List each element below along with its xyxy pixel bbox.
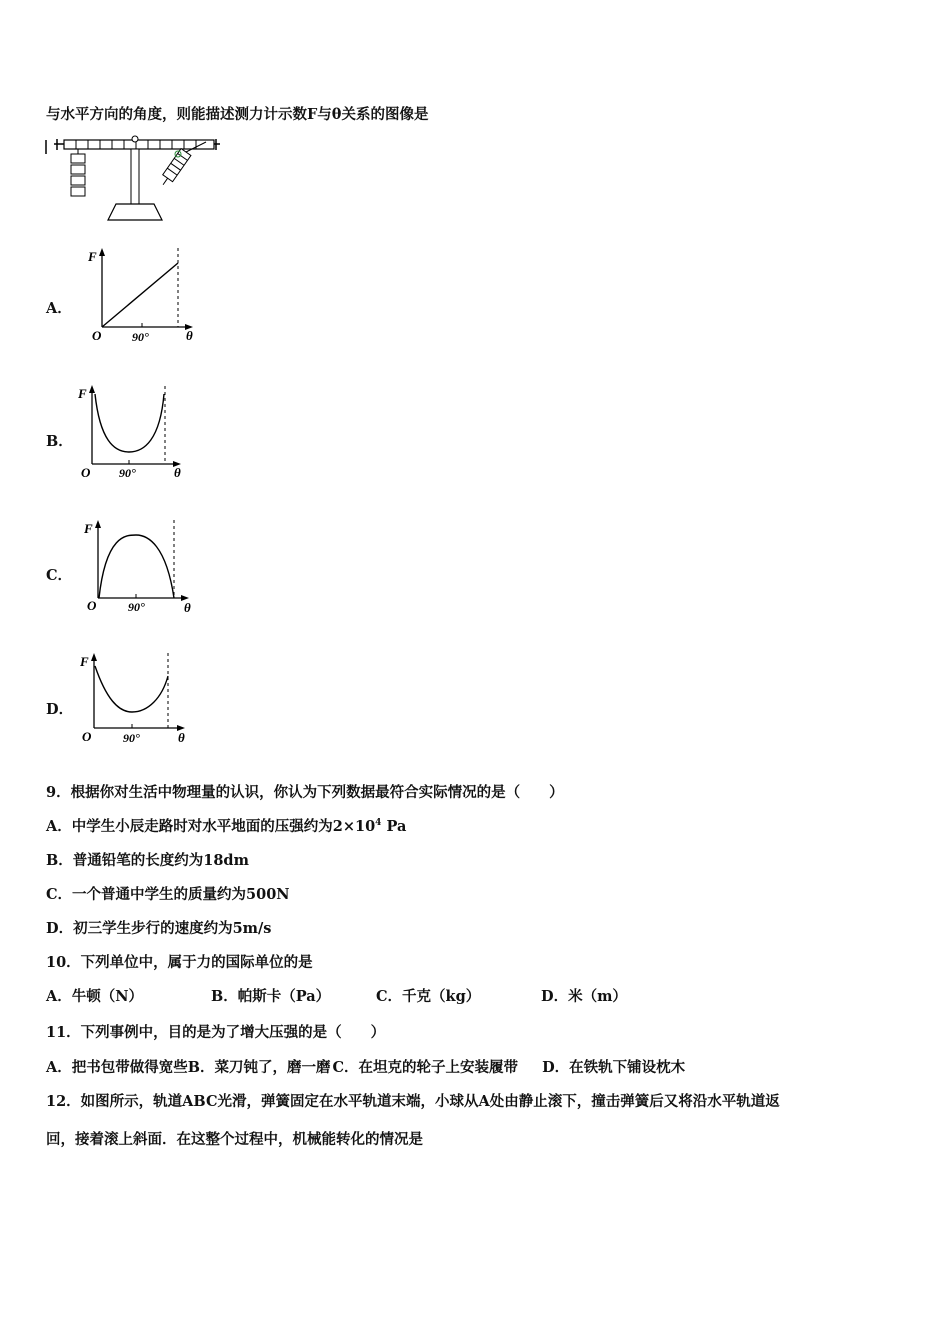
graph-c-tick: 90°: [128, 600, 145, 614]
graph-a-x-label: θ: [186, 328, 193, 343]
q10-stem: 10．下列单位中，属于力的国际单位的是: [46, 954, 313, 971]
graph-a-linear: [80, 243, 210, 343]
option-b-label: B．: [46, 433, 73, 450]
q11-stem: 11．下列事例中，目的是为了增大压强的是（ ）: [46, 1024, 386, 1041]
q12-line2: 回，接着滚上斜面．在这整个过程中，机械能转化的情况是: [46, 1131, 423, 1148]
graph-d-x-label: θ: [178, 730, 185, 745]
q9-option-c: C．一个普通中学生的质量约为500N: [46, 886, 290, 903]
graph-b-u-steep: [72, 380, 202, 480]
q11-option-a: A．把书包带做得宽些: [46, 1059, 188, 1076]
lever-apparatus-figure: [44, 132, 224, 227]
option-c-label: C．: [46, 567, 73, 584]
q9-stem: 9．根据你对生活中物理量的认识，你认为下列数据最符合实际情况的是（ ）: [46, 784, 564, 801]
q11-option-b: B．菜刀钝了，磨一磨: [187, 1059, 331, 1076]
option-d-label: D．: [46, 701, 74, 718]
q10-options: [46, 985, 627, 1006]
graph-d-origin: O: [82, 729, 92, 744]
q11-option-c: C．在坦克的轮子上安装履带: [332, 1059, 519, 1076]
graph-a-origin: O: [92, 328, 102, 343]
q12-line1: 12．如图所示，轨道ABC光滑，弹簧固定在水平轨道末端，小球从A处由静止滚下，撞击弹簧后又将沿水平轨道返: [46, 1093, 780, 1110]
graph-b-x-label: θ: [174, 465, 181, 480]
q9-option-a: A．中学生小辰走路时对水平地面的压强约为$2\times 10^4$ Pa: [46, 818, 407, 835]
graph-d-u-round: [76, 648, 206, 748]
graph-a-y-label: F: [88, 249, 97, 264]
graph-d-y-label: F: [80, 654, 89, 669]
graph-b-tick: 90°: [119, 466, 136, 480]
q11-option-d: D．在铁轨下铺设枕木: [542, 1059, 686, 1076]
graph-a-tick: 90°: [132, 330, 149, 343]
graph-d-tick: 90°: [123, 731, 140, 745]
q10-option-c: C．千克（kg）: [376, 988, 481, 1005]
q9-option-d: D．初三学生步行的速度约为5m/s: [46, 920, 272, 937]
graph-b-origin: O: [81, 465, 91, 480]
graph-c-x-label: θ: [184, 600, 191, 615]
option-a-label: A．: [46, 300, 72, 317]
q11-options: [46, 1056, 685, 1077]
graph-c-y-label: F: [84, 521, 93, 536]
graph-c-arch: [78, 515, 208, 615]
q10-option-b: B．帕斯卡（Pa）: [211, 988, 331, 1005]
graph-c-origin: O: [87, 598, 97, 613]
q10-option-d: D．米（m）: [541, 988, 627, 1005]
q10-option-a: A．牛顿（N）: [46, 988, 144, 1005]
graph-b-y-label: F: [78, 386, 87, 401]
q9-option-b: B．普通铅笔的长度约为18dm: [46, 852, 249, 869]
intro-text: 与水平方向的角度，则能描述测力计示数F与θ关系的图像是: [46, 106, 429, 123]
